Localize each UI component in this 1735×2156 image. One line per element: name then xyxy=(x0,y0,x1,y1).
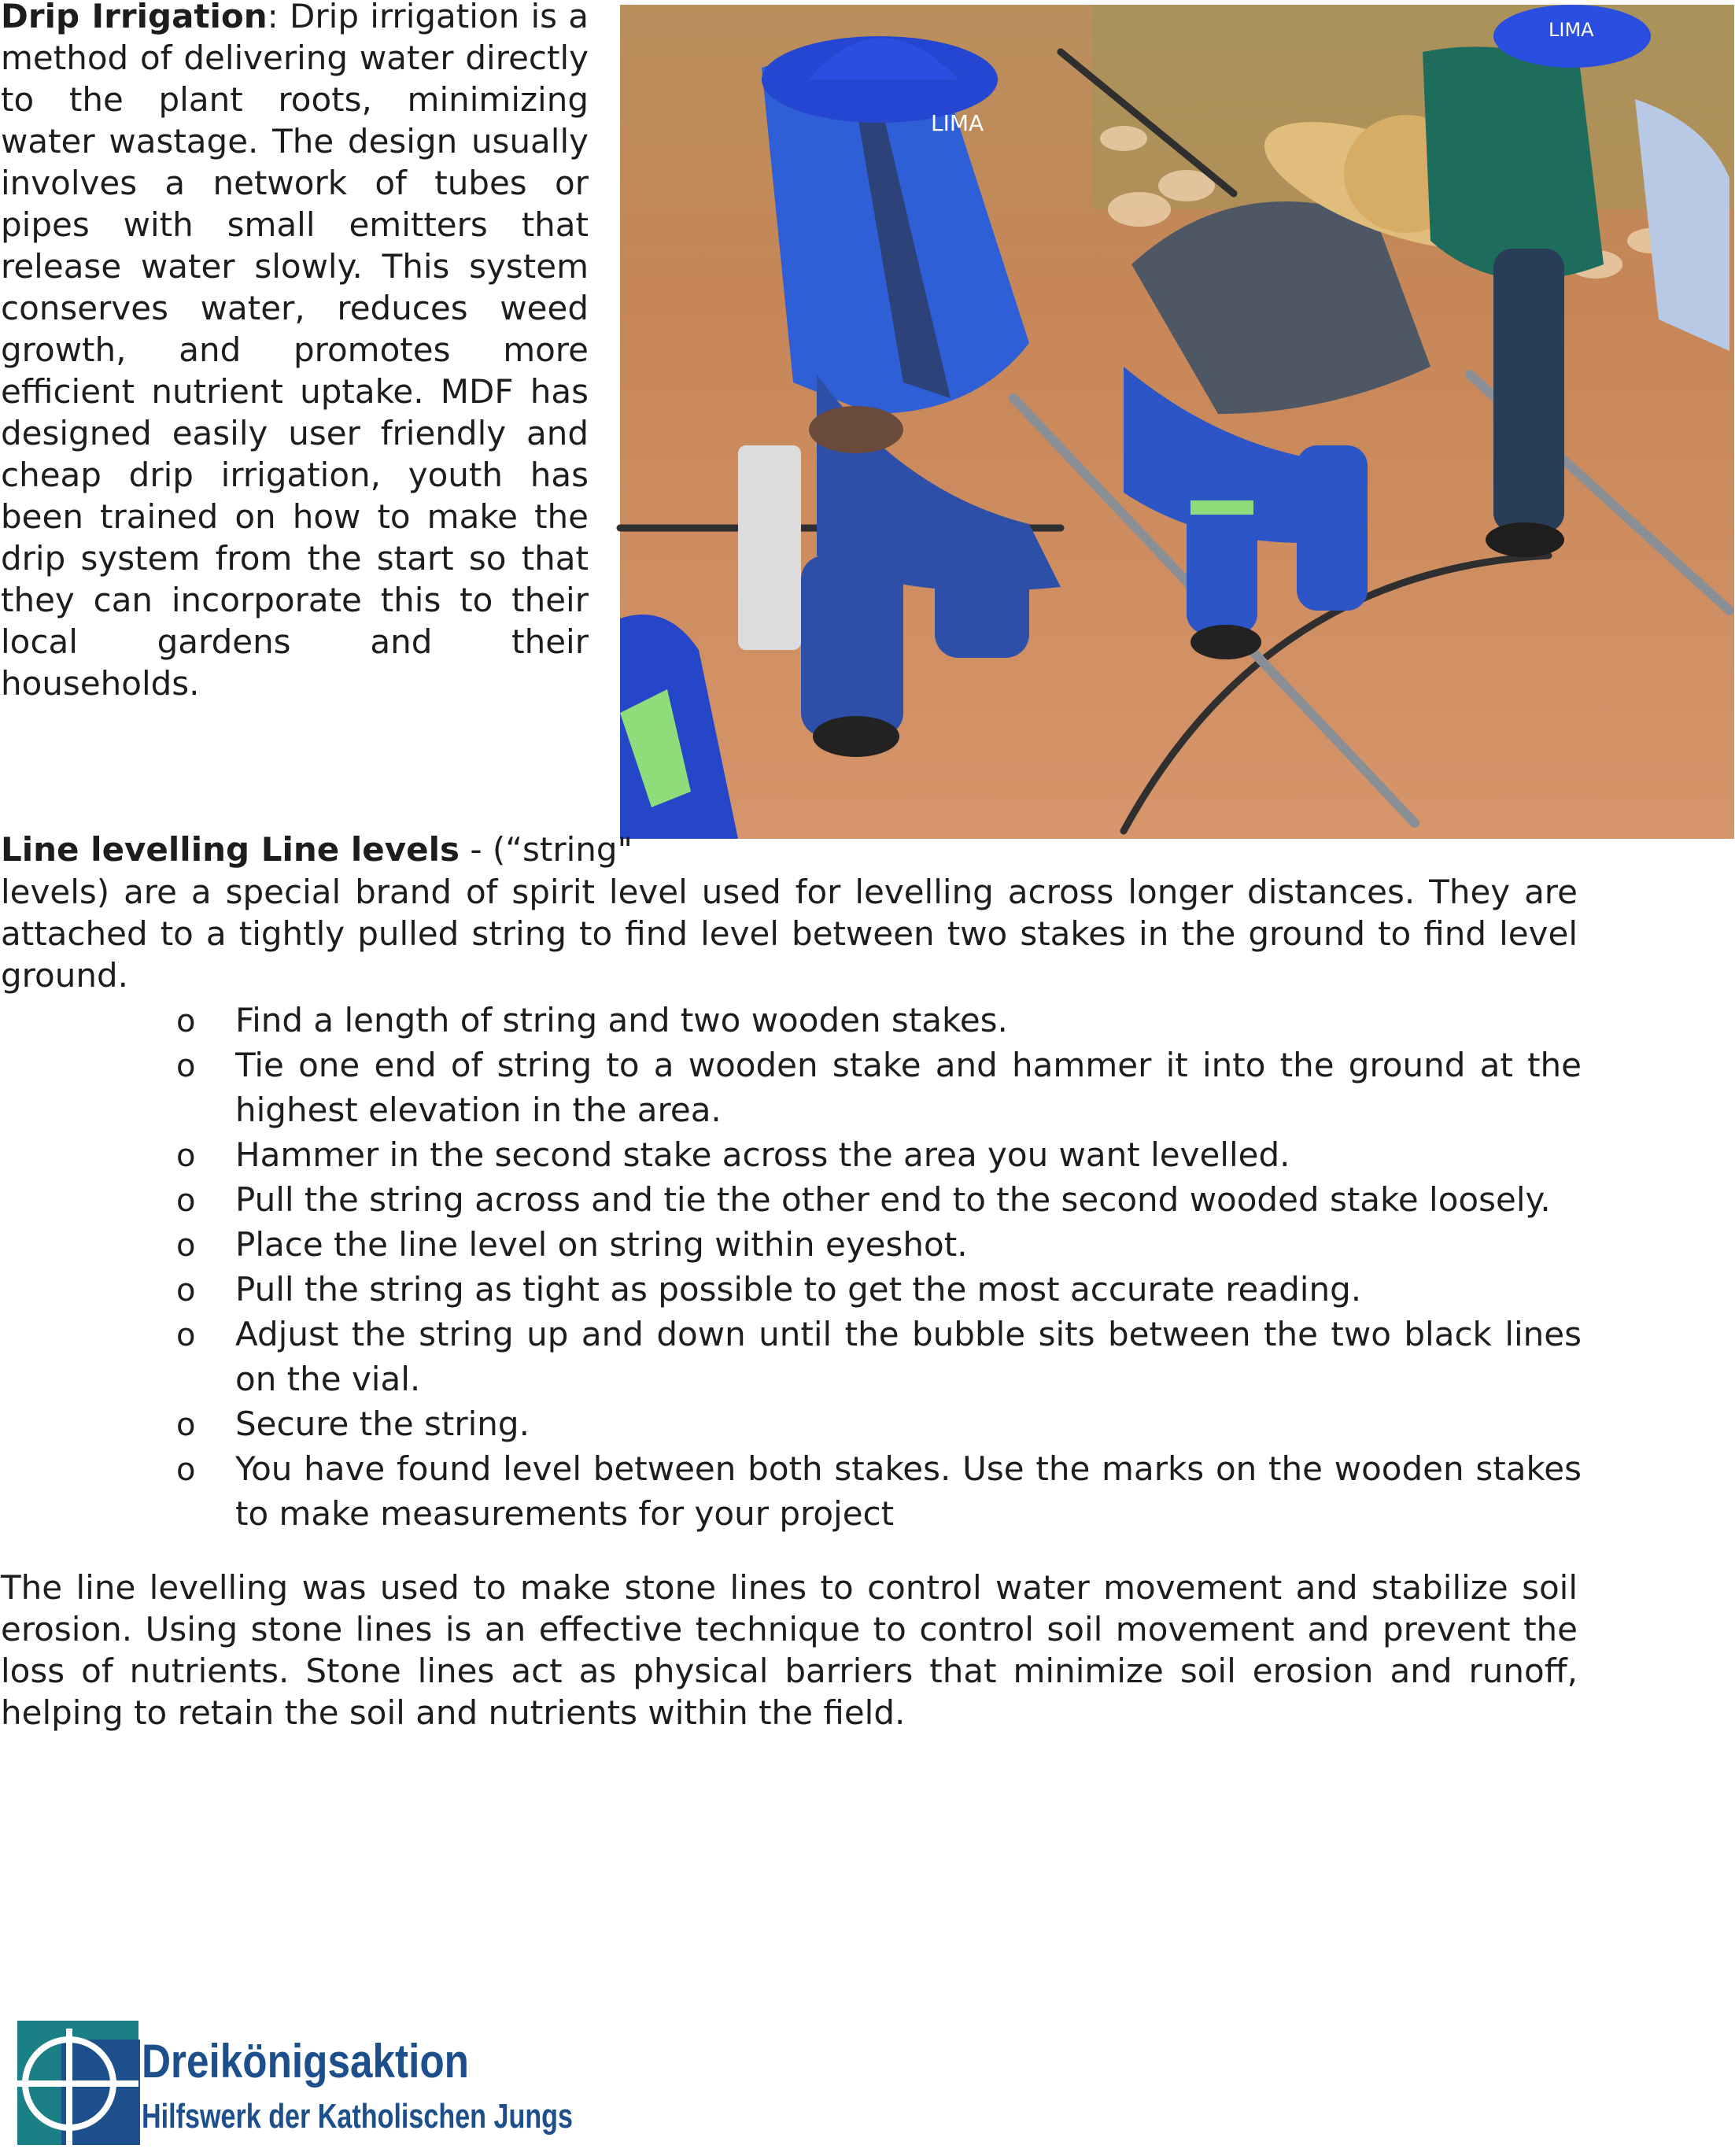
logo-name: Dreikönigsaktion xyxy=(142,2035,469,2088)
bullet-icon: o xyxy=(176,1138,196,1174)
list-item: o You have found level between both stakes. Use the marks on the wooden stakes to make measurements for your project xyxy=(176,1449,1582,1533)
line-levelling-heading: Line levelling Line levels xyxy=(1,830,460,869)
list-item: o Place the line level on string within eyeshot. xyxy=(0,1222,1582,1267)
bullet-icon: o xyxy=(176,1183,196,1219)
drip-irrigation-paragraph xyxy=(1,0,589,704)
bullet-icon: o xyxy=(176,1272,196,1309)
drip-irrigation-text: : Drip irrigation is a method of delivering water directly to the plant roots, minimizing water wastage. The design usually involves a network of tubes or pipes with small emitters that release water slowly. This system conserves water, reduces weed growth, and promotes more efficient nutrient uptake. MDF has designed easily user friendly and cheap drip irrigation, youth has been trained on how to make the drip system from the start so that they can incorporate this to their local gardens and their households. xyxy=(1,0,589,703)
logo-tagline: Hilfswerk der Katholischen Jungs xyxy=(142,2097,573,2136)
bullet-icon: o xyxy=(176,1048,196,1084)
line-levelling-head-tail: - (“string" xyxy=(460,830,633,869)
list-item: o Secure the string. xyxy=(0,1401,1582,1446)
line-levelling-body: levels) are a special brand of spirit level used for levelling across longer distances. They are attached to a tightly pulled string to find level between two stakes in the ground to find level ground. xyxy=(1,873,1578,995)
bullet-icon: o xyxy=(176,1452,196,1488)
list-item: o Hammer in the second stake across the area you want levelled. xyxy=(0,1132,1582,1177)
line-levelling-steps-list xyxy=(0,998,1582,1536)
hat-logo-text-left: LIMA xyxy=(931,110,984,136)
bullet-icon: o xyxy=(176,1228,196,1264)
hat-logo-text-right: LIMA xyxy=(1549,19,1594,41)
bullet-icon: o xyxy=(176,1407,196,1443)
stone-lines-paragraph: The line levelling was used to make stone lines to control water movement and stabilize soil erosion. Using stone lines is an effective technique to control soil movement and prevent the loss of nutrients. Stone lines act as physical barriers that minimize soil erosion and runoff, helping to retain the soil and nutrients within the field. xyxy=(1,1568,1578,1732)
bullet-icon: o xyxy=(176,1317,196,1353)
dreikoenigsaktion-logo xyxy=(17,2021,579,2153)
list-item: o Find a length of string and two wooden stakes. xyxy=(0,998,1582,1043)
list-item: o Pull the string across and tie the other end to the second wooded stake loosely. xyxy=(0,1177,1582,1222)
list-item: o Tie one end of string to a wooden stake and hammer it into the ground at the highest elevation in the area. xyxy=(176,1046,1582,1129)
drip-irrigation-training-photo xyxy=(620,5,1734,839)
drip-irrigation-heading: Drip Irrigation xyxy=(1,0,268,35)
bullet-icon: o xyxy=(176,1003,196,1039)
line-levelling-heading-line xyxy=(1,829,633,870)
list-item: o Pull the string as tight as possible to get the most accurate reading. xyxy=(0,1267,1582,1312)
list-item: o Adjust the string up and down until the bubble sits between the two black lines on the vial. xyxy=(176,1315,1582,1398)
